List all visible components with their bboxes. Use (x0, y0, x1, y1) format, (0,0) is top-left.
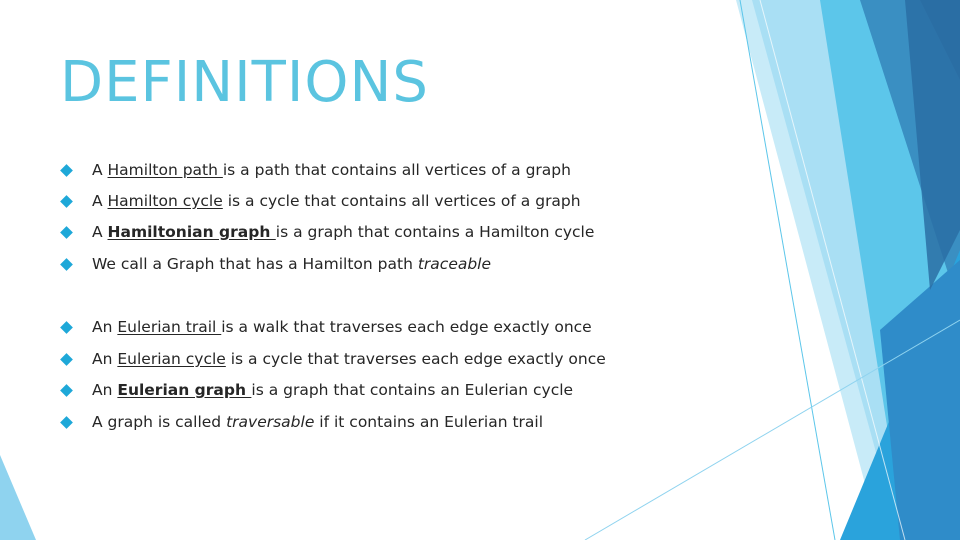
bullet-item (58, 249, 491, 279)
bullet-text-segment: Eulerian cycle (117, 350, 226, 368)
bullet-text (92, 381, 573, 399)
diamond-bullet-icon (60, 321, 73, 334)
bullet-item (58, 186, 581, 216)
bullet-text-segment: is a cycle that contains all vertices of a graph (222, 192, 581, 210)
bullet-text-segment: Hamiltonian graph (107, 223, 276, 241)
bullet-text (92, 255, 491, 273)
bullet-text-segment: is a graph that contains a Hamilton cycle (275, 223, 595, 241)
slide-title: DEFINITIONS (60, 50, 429, 115)
bullet-text (92, 161, 571, 179)
bullet-text (92, 413, 543, 431)
bullet-text-segment: A (92, 192, 108, 210)
diamond-bullet-icon (60, 353, 73, 366)
bullet-text-segment: is a walk that traverses each edge exactly once (221, 318, 592, 336)
bullet-text-segment: An (92, 381, 118, 399)
bullet-text-segment: We call a Graph that has a Hamilton path (92, 255, 418, 273)
bullet-text-segment: if it contains an Eulerian trail (314, 413, 544, 431)
diamond-bullet-icon (60, 416, 73, 429)
left-corner-shape (0, 455, 36, 540)
diamond-bullet-icon (60, 164, 73, 177)
bullet-text-segment: A (92, 161, 108, 179)
bullet-text-segment: Eulerian graph (117, 381, 252, 399)
bullet-text (92, 192, 581, 210)
bullet-text-segment: A (92, 223, 108, 241)
bullet-item (58, 344, 606, 374)
bullet-text-segment: Hamilton cycle (107, 192, 223, 210)
bullet-text-segment: is a path that contains all vertices of a graph (222, 161, 571, 179)
bullet-text (92, 223, 594, 241)
bullet-text-segment: An (92, 350, 118, 368)
bullet-item (58, 375, 573, 405)
bullet-text-segment: An (92, 318, 118, 336)
bullet-item (58, 407, 543, 437)
bullet-text-segment: Eulerian trail (117, 318, 222, 336)
bullet-item (58, 217, 594, 247)
bullet-text-segment: Hamilton path (107, 161, 223, 179)
bullet-item (58, 155, 571, 185)
diamond-bullet-icon (60, 258, 73, 271)
bullet-text (92, 350, 606, 368)
bullet-text-segment: is a cycle that traverses each edge exactly once (225, 350, 606, 368)
bullet-text (92, 318, 592, 336)
bullet-item (58, 312, 592, 342)
diamond-bullet-icon (60, 384, 73, 397)
diamond-bullet-icon (60, 226, 73, 239)
diamond-bullet-icon (60, 195, 73, 208)
bullet-text-segment: A graph is called (92, 413, 227, 431)
bullet-text-segment: traceable (417, 255, 492, 273)
bullet-text-segment: traversable (226, 413, 315, 431)
bullet-text-segment: is a graph that contains an Eulerian cycle (251, 381, 574, 399)
